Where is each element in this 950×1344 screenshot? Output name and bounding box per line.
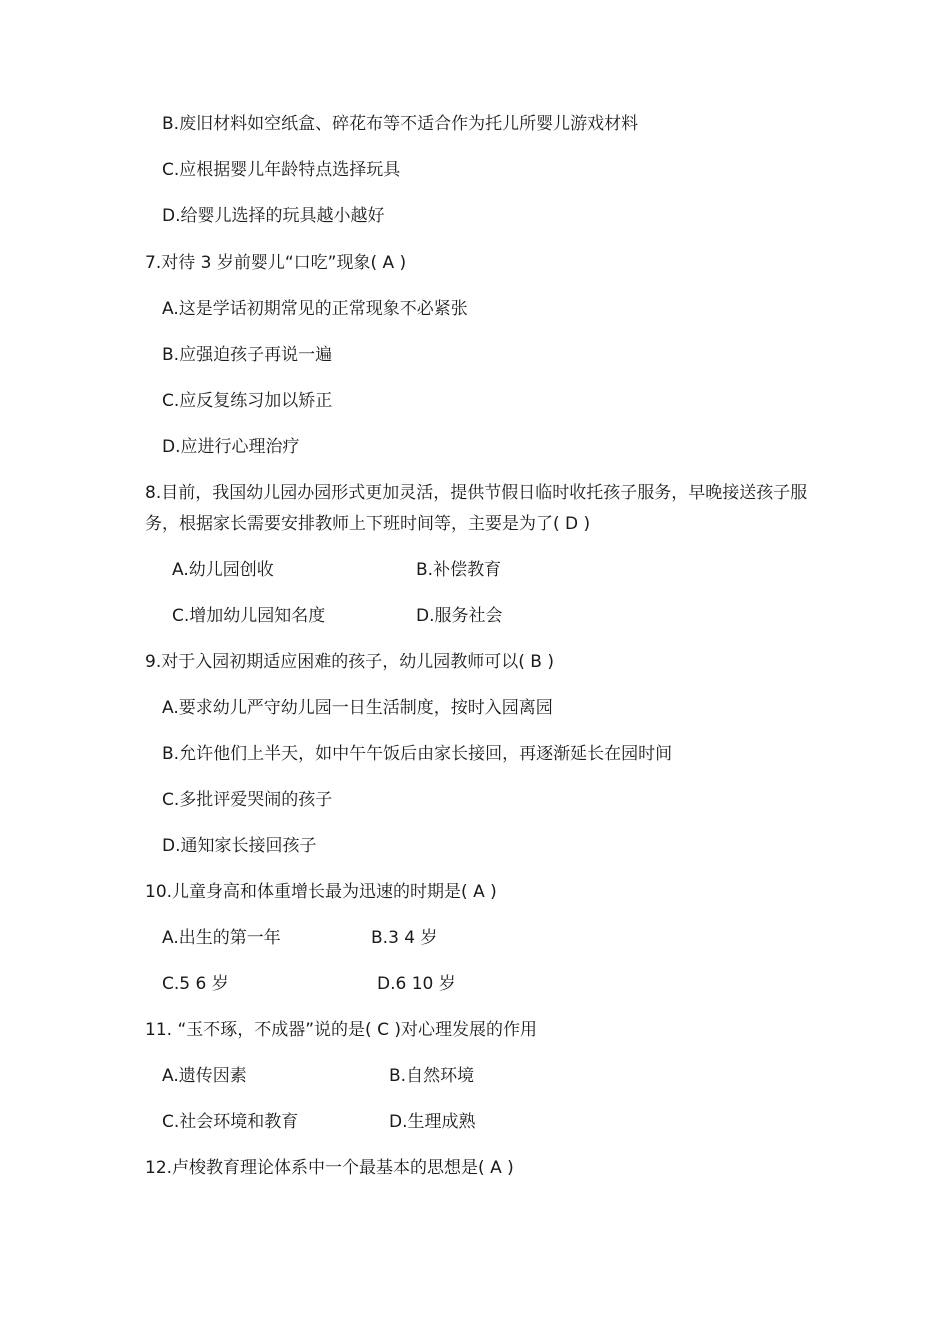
question-11-option-a: A.遗传因素 — [162, 1066, 247, 1086]
question-10: 10.儿童身高和体重增长最为迅速的时期是( A ) — [145, 882, 497, 902]
question-7: 7.对待 3 岁前婴儿“口吃”现象( A ) — [145, 253, 407, 273]
question-7-option-d: D.应进行心理治疗 — [162, 437, 300, 457]
question-7-option-c: C.应反复练习加以矫正 — [162, 391, 333, 411]
question-8-option-d: D.服务社会 — [416, 606, 503, 626]
question-10-option-c: C.5 6 岁 — [162, 974, 229, 994]
question-11-option-c: C.社会环境和教育 — [162, 1112, 299, 1132]
question-9: 9.对于入园初期适应困难的孩子，幼儿园教师可以( B ) — [145, 652, 554, 672]
question-7-option-a: A.这是学话初期常见的正常现象不必紧张 — [162, 299, 468, 319]
question-10-option-b: B.3 4 岁 — [371, 928, 438, 948]
question-9-option-d: D.通知家长接回孩子 — [162, 836, 317, 856]
question-8-option-a: A.幼儿园创收 — [172, 560, 274, 580]
question-11-option-d: D.生理成熟 — [389, 1112, 476, 1132]
question-12: 12.卢梭教育理论体系中一个最基本的思想是( A ) — [145, 1158, 514, 1178]
question-9-option-c: C.多批评爱哭闹的孩子 — [162, 790, 333, 810]
question-11-option-b: B.自然环境 — [389, 1066, 475, 1086]
question-10-option-a: A.出生的第一年 — [162, 928, 281, 948]
question-8: 8.目前，我国幼儿园办园形式更加灵活，提供节假日临时收托孩子服务，早晚接送孩子服务，根据家长需要安排教师上下班时间等，主要是为了( D ) — [145, 483, 808, 534]
question-10-option-d: D.6 10 岁 — [377, 974, 456, 994]
question-6-option-b: B.废旧材料如空纸盒、碎花布等不适合作为托儿所婴儿游戏材料 — [162, 114, 639, 134]
question-8-option-c: C.增加幼儿园知名度 — [172, 606, 326, 626]
question-9-option-a: A.要求幼儿严守幼儿园一日生活制度，按时入园离园 — [162, 698, 553, 718]
question-6-option-d: D.给婴儿选择的玩具越小越好 — [162, 206, 385, 226]
question-11: 11. “玉不琢，不成器”说的是( C )对心理发展的作用 — [145, 1020, 537, 1040]
question-8-option-b: B.补偿教育 — [416, 560, 502, 580]
question-6-option-c: C.应根据婴儿年龄特点选择玩具 — [162, 160, 401, 180]
question-7-option-b: B.应强迫孩子再说一遍 — [162, 345, 333, 365]
question-9-option-b: B.允许他们上半天，如中午午饭后由家长接回，再逐渐延长在园时间 — [162, 744, 673, 764]
